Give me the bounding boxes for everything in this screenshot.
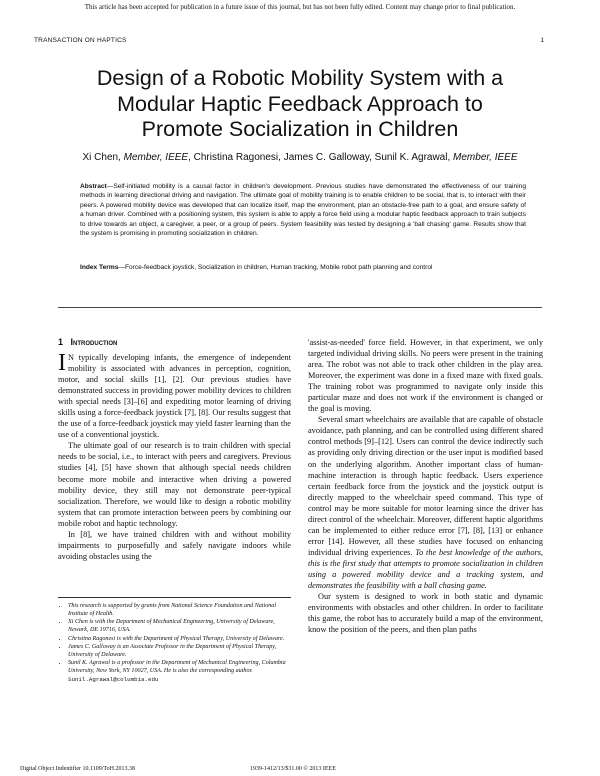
paragraph: 'assist-as-needed' force field. However, in that experiment, we only targeted individual driving skills. No peers were present in the training area. The robot was not able to track other children in the play area. Moreover, the experiment was done in a fixed maze with fixed goals. The training robot was programmed to navigate only inside this particular maze and does not work if the environment is changed or the goal is moving. (308, 338, 543, 414)
index-terms-text: —Force-feedback joystick, Socialization in children, Human tracking, Mobile robot path planning and control (118, 264, 433, 271)
footnotes (58, 603, 291, 686)
email-link[interactable]: Sunil.Agrawal@columbia.edu (68, 676, 159, 684)
paper-title (34, 66, 566, 143)
index-terms (80, 264, 526, 271)
title-line: Promote Socialization in Children (141, 117, 459, 141)
right-column (308, 337, 543, 635)
index-terms-label: Index Terms (80, 264, 119, 271)
footnote: • James C. Galloway is an Associate Professor in the Department of Physical Therapy, University of Delaware. (68, 644, 291, 660)
footnote: • Christina Ragonesi is with the Department of Physical Therapy, University of Delaware. (68, 636, 291, 644)
footnote: • Sunil K. Agrawal is a professor in the Department of Mechanical Engineering, Columbia University, New York, NY 10027, USA. He is also the corresponding author. Sunil.Agrawal@columbia.edu (68, 660, 291, 685)
title-line: Modular Haptic Feedback Approach to (117, 91, 483, 116)
copyright-footer: 1939-1412/13/$31.00 © 2013 IEEE (250, 766, 336, 772)
paragraph: Several smart wheelchairs are available that are capable of obstacle avoidance, path planning, and can be controlled using different shared control methods [9]–[12]. Users can control the device indirectly such as providing only driving direction or the user input is modified based on the underlying algorithm. Another important class of human-machine interaction is through haptic feedback. Users experience certain feedback force from the joystick and the joystick output is directly mapped to the wheelchair speed command. This type of control may be more suitable for motor learning since the driver has direct control of the wheelchair. Moreover, different haptic algorithms can be implemented to either reduce error [7], [8], [13] or enhance error [14]. However, all these studies have focused on enhancing individual driving experiences. To the best knowledge of the authors, this is the first study that attempts to promote socialization in children using a powered mobility device and a tracking system, and demonstrates the feasibility with a ball chasing game. (308, 415, 543, 591)
abstract (80, 182, 526, 238)
footnote-rule (58, 597, 291, 598)
footnote: • This research is supported by grants from National Science Foundation and National Institute of Health. (68, 603, 291, 619)
publication-notice: This article has been accepted for publication in a future issue of this journal, but has not been fully edited. Content may change prior to final publication. (84, 3, 516, 11)
abstract-label: Abstract (80, 183, 107, 190)
running-head: TRANSACTION ON HAPTICS (34, 37, 127, 44)
page-number: 1 (540, 37, 544, 44)
section-divider (58, 307, 542, 308)
doi-footer: Digital Object Indentifier 10.1109/ToH.2013.38 (20, 766, 136, 772)
paragraph: In [8], we have trained children with and without mobility impairments to purposefully and safely navigate indoors while avoiding obstacles using the (58, 529, 291, 561)
author-list: Xi Chen, Member, IEEE, Christina Ragonesi, James C. Galloway, Sunil K. Agrawal, Member, IEEE (82, 152, 518, 163)
footnote: • Xi Chen is with the Department of Mechanical Engineering, University of Delaware, Newark, DE 19716, USA. (68, 619, 291, 635)
paragraph: Our system is designed to work in both static and dynamic environments with obstacles and other children. In order to facilitate this game, the robot has to accurately build a map of the environment, know the position of the peers, and then plan paths (308, 592, 543, 635)
paragraph: I N typically developing infants, the emergence of independent mobility is associated with advances in perception, cognition, motor, and social skills [1], [2]. Our previous studies have demonstrated success in providing power mobility devices to children with special needs [3]–[6] and expediting motor learning of driving skills using a force-feedback joystick [7], [8]. Our results suggest that the use of a force-feedback joystick may yield faster learning than the use of a conventional joystick. (58, 350, 291, 440)
drop-cap: I (58, 350, 66, 376)
section-heading: 1 Introduction (58, 337, 118, 347)
abstract-text: —Self-initiated mobility is a causal factor in children's development. Previous studies have demonstrated the effectiveness of our training methods in learning directional driving and navigation. The ultimate goal of mobility training is to enable children to be social, that is, to interact with their peers. A powered mobility device was developed that can localize itself, map the environment, plan an obstacle-free path to a goal, and ensure safety of a human driver. Combined with a positioning system, this system is able to apply a force field using a modular haptic feedback approach to train subjects to drive towards an object, a caregiver, a peer, or a group of peers. System feasibility was tested by designing a 'ball chasing' game. Results show that the system is promising in promoting socialization in children. (80, 183, 526, 238)
left-column (58, 337, 291, 562)
title-line: Design of a Robotic Mobility System with a (96, 66, 504, 90)
paragraph: The ultimate goal of our research is to train children with special needs to be social, i.e., to interact with peers and caregivers. Previous studies [4], [5] have shown that although special needs children become more mobile and interactive when driving a powered mobility device, they still may not demonstrate peer-typical socialization. Therefore, we would like to design a robotic mobility system that can promote interaction between peers by combining our mobile robot and haptic technology. (58, 441, 291, 528)
